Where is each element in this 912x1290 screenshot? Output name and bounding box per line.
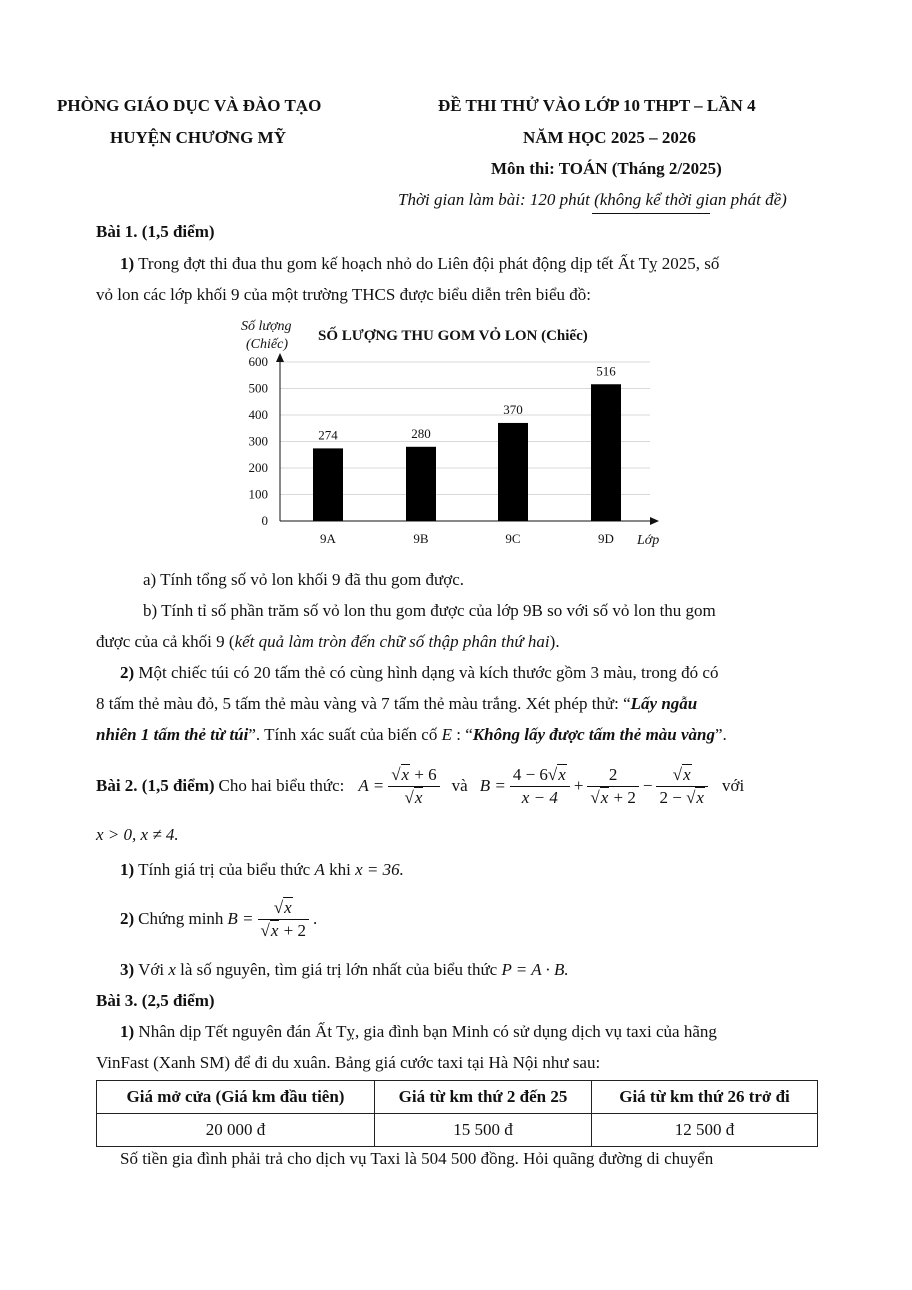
bai3-p1-line2: VinFast (Xanh SM) để đi du xuân. Bảng giá cước taxi tại Hà Nội như sau: xyxy=(96,1053,601,1072)
table-cell: 12 500 đ xyxy=(592,1114,818,1147)
chart-ytick-label: 0 xyxy=(261,513,268,528)
table-header-row xyxy=(97,1081,818,1114)
expr-B-t3-den-a: 2 − xyxy=(659,787,687,807)
bai1-p2-quote2: Không lấy được tấm thẻ màu vàng xyxy=(472,725,715,744)
expr-A-lhs: A = xyxy=(358,776,385,795)
bai2-q3-text-b: là số nguyên, tìm giá trị lớn nhất của biểu thức xyxy=(175,960,502,979)
expr-B-t2-den-rad: x xyxy=(600,787,609,807)
bai1-qb-italic: kết quả làm tròn đến chữ số thập phân thứ hai xyxy=(234,632,550,651)
expr-B-term3: $\frac{√x}{2 - √x}$ xyxy=(656,764,707,809)
header-time: Thời gian làm bài: 120 phút (không kể thời gian phát đề) xyxy=(398,190,787,209)
chart-ytick-label: 200 xyxy=(248,460,268,475)
expr-A-den-rad: x xyxy=(414,787,423,807)
bai1-p1-num: 1) xyxy=(120,254,135,273)
bai1-qa: a) Tính tổng số vỏ lon khối 9 đã thu gom được. xyxy=(143,570,465,589)
expr-B-t2-num: 2 xyxy=(587,764,638,787)
chart-ytick-label: 600 xyxy=(248,354,268,369)
expr-B-t1-den: x − 4 xyxy=(521,787,558,807)
chart-y-arrow xyxy=(276,353,284,362)
chart-xtick-label: 9C xyxy=(505,531,521,546)
chart-ytick-label: 400 xyxy=(248,407,268,422)
bar-chart xyxy=(230,312,680,552)
bai1-p2-text2: 8 tấm thẻ màu đỏ, 5 tấm thẻ màu vàng và 7 tấm thẻ màu trắng. Xét phép thử: “ xyxy=(96,694,631,713)
bai1-p1-line2: vỏ lon các lớp khối 9 của một trường THCS được biểu diễn trên biểu đồ: xyxy=(96,285,592,304)
bai1-qb-line2 xyxy=(96,631,560,653)
chart-data-label: 370 xyxy=(503,401,523,417)
expr-B-t1-num-a: 4 − 6 xyxy=(512,764,548,784)
taxi-price-table xyxy=(96,1080,818,1147)
table-row xyxy=(97,1114,818,1147)
expr-B-term2: $\frac{2}{√x + 2}$ xyxy=(587,764,638,809)
bai1-p2-end: ”. xyxy=(715,725,727,744)
bai2-q2-num: 2) xyxy=(120,909,135,928)
bai1-p2-event: E xyxy=(441,725,452,744)
expr-A-num-rad: x xyxy=(401,764,410,784)
bai2-q3-num: 3) xyxy=(120,960,135,979)
bai2-and: và xyxy=(451,776,468,795)
chart-bar xyxy=(591,384,621,521)
bai2-q1-num: 1) xyxy=(120,860,135,879)
chart-data-label: 516 xyxy=(596,363,616,379)
bai2-q1 xyxy=(120,859,404,881)
bai1-title: Bài 1. (1,5 điểm) xyxy=(96,222,215,241)
bai2-q2-den-tail: + 2 xyxy=(279,920,307,940)
bai2-title: Bài 2. (1,5 điểm) xyxy=(96,776,215,795)
bai2-condition: x > 0, x ≠ 4. xyxy=(96,825,179,844)
bai1-qb-text: được của cả khối 9 ( xyxy=(96,632,235,651)
bai2-q1-x: x = 36. xyxy=(355,860,404,879)
bai2-intro: Cho hai biểu thức: xyxy=(218,776,345,795)
bai2-q2-frac: $\frac{√x}{√x + 2}$ xyxy=(258,897,309,942)
expr-A-num-tail: + 6 xyxy=(410,764,437,784)
expr-B-term1: $\frac{4 - 6√x}{x - 4}$ xyxy=(510,764,570,809)
chart-bar xyxy=(313,448,343,521)
expr-plus: + xyxy=(573,776,584,795)
bai2-q2-end: . xyxy=(313,909,318,928)
chart-ylabel-line2: (Chiếc) xyxy=(246,337,288,352)
bai1-p2-num: 2) xyxy=(120,663,135,682)
bai2-q3-expr: P = A · B. xyxy=(501,960,569,979)
chart-data-label: 280 xyxy=(411,425,431,441)
bai1-p2-quote1b: nhiên 1 tấm thẻ từ túi xyxy=(96,725,249,744)
bai1-p2-colon: : “ xyxy=(452,725,473,744)
bai1-p1-line1 xyxy=(120,253,719,275)
header-left-line1: PHÒNG GIÁO DỤC VÀ ĐÀO TẠO xyxy=(57,96,322,115)
table-header-cell: Giá từ km thứ 2 đến 25 xyxy=(375,1081,592,1114)
chart-xtick-label: 9D xyxy=(598,531,614,546)
expr-B-lhs: B = xyxy=(479,776,506,795)
chart-bar xyxy=(498,423,528,521)
header-left-line2: HUYỆN CHƯƠNG MỸ xyxy=(110,128,286,147)
bai3-title: Bài 3. (2,5 điểm) xyxy=(96,991,215,1010)
expr-B-t2-den-tail: + 2 xyxy=(609,787,636,807)
bai1-qb-line1: b) Tính tỉ số phần trăm số vỏ lon thu gom được của lớp 9B so với số vỏ lon thu gom xyxy=(143,601,716,620)
table-cell: 20 000 đ xyxy=(97,1114,375,1147)
chart-data-label: 274 xyxy=(318,427,338,443)
bai2-q2-text: Chứng minh xyxy=(138,909,224,928)
bai3-last-line: Số tiền gia đình phải trả cho dịch vụ Taxi là 504 500 đồng. Hỏi quãng đường di chuyển xyxy=(120,1149,714,1168)
bai2-q2 xyxy=(120,892,317,946)
bai3-p1-num: 1) xyxy=(120,1022,135,1041)
header-right-line1: ĐỀ THI THỬ VÀO LỚP 10 THPT – LẦN 4 xyxy=(438,96,756,115)
bai2-q2-lhs: B = xyxy=(227,909,254,928)
header-underline xyxy=(592,213,710,214)
bai2-q3 xyxy=(120,959,569,981)
chart-xtick-label: 9B xyxy=(413,531,429,546)
bai1-p2-line1 xyxy=(120,662,718,684)
expr-B-t3-num-rad: x xyxy=(683,764,691,784)
chart-x-arrow xyxy=(650,517,659,525)
table-cell: 15 500 đ xyxy=(375,1114,592,1147)
bai1-p1-text: Trong đợt thi đua thu gom kế hoạch nhỏ do Liên đội phát động dịp tết Ất Tỵ 2025, số xyxy=(134,254,720,273)
bai1-p2-quote1: Lấy ngẫu xyxy=(630,694,698,713)
chart-ylabel-line1: Số lượng xyxy=(241,319,292,334)
bai1-p2-line2 xyxy=(96,693,697,715)
bai2-with: với xyxy=(721,776,745,795)
chart-ytick-label: 100 xyxy=(248,486,268,502)
bai1-p2-line3 xyxy=(96,724,727,746)
expr-B-t1-num-rad: x xyxy=(558,764,566,784)
chart-ytick-label: 300 xyxy=(248,433,268,449)
table-header-cell: Giá từ km thứ 26 trở đi xyxy=(592,1081,818,1114)
header-right-line2: NĂM HỌC 2025 – 2026 xyxy=(523,128,696,147)
chart-ytick-label: 500 xyxy=(248,380,268,396)
chart-title: SỐ LƯỢNG THU GOM VỎ LON (Chiếc) xyxy=(318,328,588,344)
bai1-qb-end: ). xyxy=(549,632,560,651)
bai2-intro-line xyxy=(96,760,744,812)
bai2-q2-num-rad: x xyxy=(284,897,292,917)
bai2-q3-text-a: Với xyxy=(134,960,169,979)
expr-minus: − xyxy=(642,776,653,795)
bai1-p2-text3: ”. Tính xác suất của biến cố xyxy=(248,725,442,744)
chart-xlabel: Lớp xyxy=(637,533,660,548)
expr-B-t3-den-rad: x xyxy=(696,787,704,807)
header-right-line3: Môn thi: TOÁN (Tháng 2/2025) xyxy=(491,159,722,178)
bai2-q1-text: Tính giá trị của biểu thức xyxy=(134,860,315,879)
bai3-p1-line1 xyxy=(120,1021,717,1043)
bai2-q2-den-rad: x xyxy=(270,920,279,940)
chart-xtick-label: 9A xyxy=(320,531,336,546)
expr-A-frac: $\frac{√x + 6}{√x}$ xyxy=(388,764,439,809)
bai2-q1-when: khi xyxy=(324,860,356,879)
table-header-cell: Giá mở cửa (Giá km đầu tiên) xyxy=(97,1081,375,1114)
chart-bar xyxy=(406,447,436,521)
bai1-p2-text: Một chiếc túi có 20 tấm thẻ có cùng hình dạng và kích thước gồm 3 màu, trong đó có xyxy=(134,663,719,682)
bai2-q3-x: x xyxy=(168,960,176,979)
bai3-p1-text: Nhân dịp Tết nguyên đán Ất Tỵ, gia đình bạn Minh có sử dụng dịch vụ taxi của hãng xyxy=(134,1022,717,1041)
bai2-q1-A: A xyxy=(314,860,325,879)
